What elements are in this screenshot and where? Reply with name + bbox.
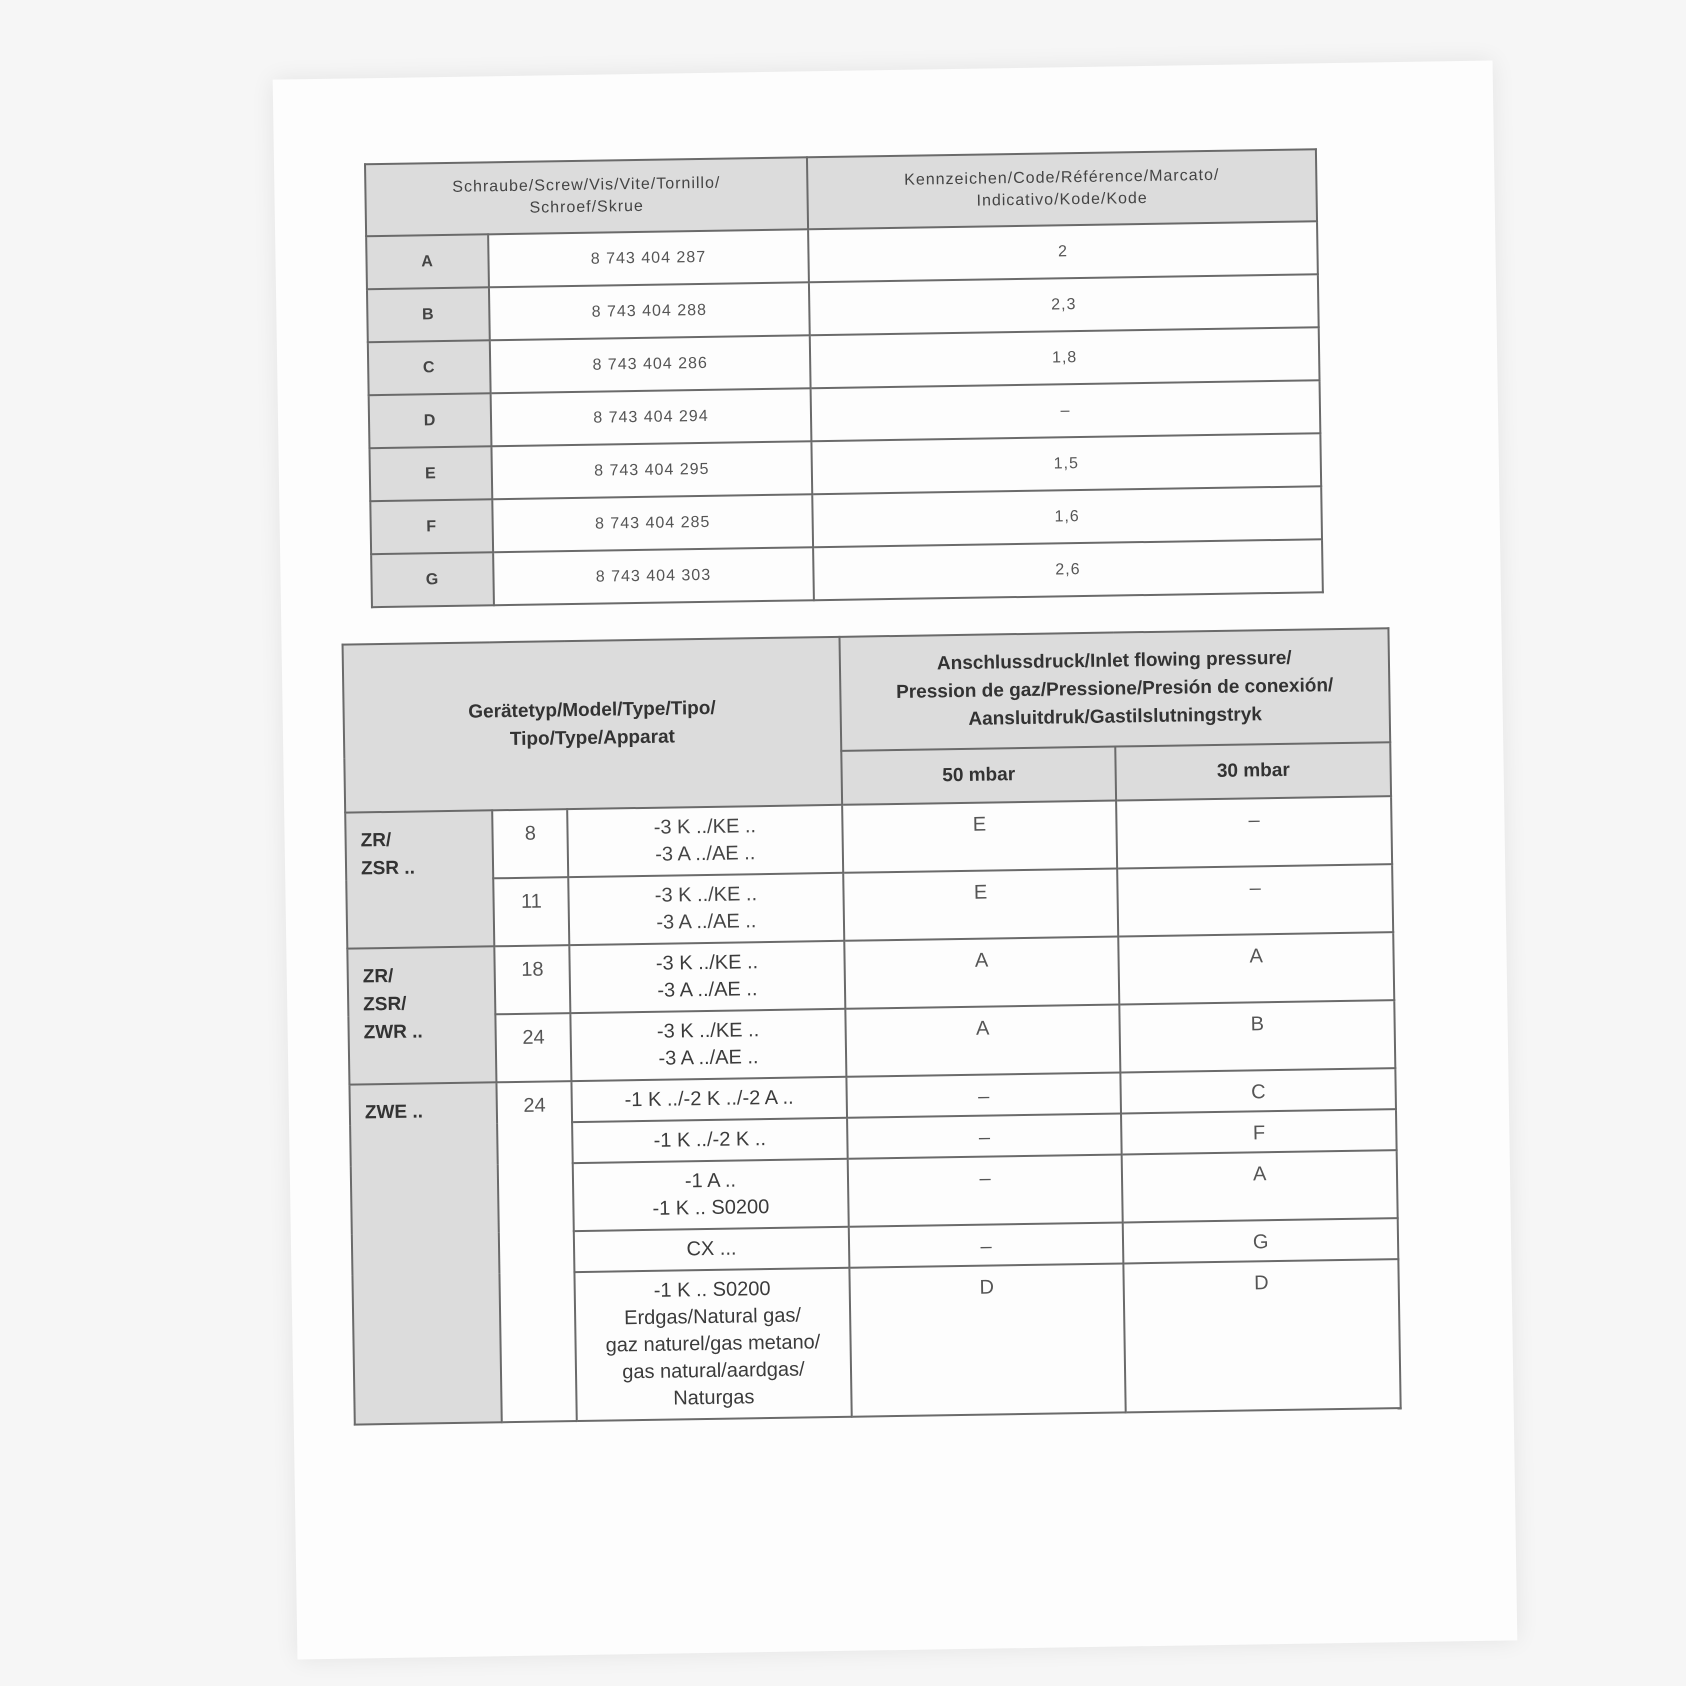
value-50-mbar: A — [844, 936, 1120, 1008]
screw-header: Schraube/Screw/Vis/Vite/Tornillo/ Schroef/Skrue — [365, 157, 808, 236]
part-number: 8 743 404 288 — [489, 282, 810, 340]
variant-cell: -3 K ../KE .. -3 A ../AE .. — [567, 805, 843, 877]
value-50-mbar: E — [842, 801, 1118, 873]
value-50-mbar: D — [849, 1263, 1126, 1416]
size-cell: 24 — [497, 1081, 577, 1422]
pressure-header: Anschlussdruck/Inlet flowing pressure/ Pression de gaz/Pressione/Presión de conexión/ Aansluitdruk/Gastilslutningstryk — [839, 628, 1390, 751]
part-number: 8 743 404 285 — [492, 494, 813, 552]
col-50-mbar: 50 mbar — [841, 747, 1116, 805]
value-30-mbar: – — [1116, 796, 1392, 868]
variant-cell: -3 K ../KE .. -3 A ../AE .. — [568, 873, 844, 945]
printed-sheet — [273, 61, 1518, 1660]
screw-code: 2 — [808, 221, 1318, 282]
group-zr-zsr: ZR/ ZSR .. — [345, 810, 495, 948]
size-cell: 18 — [495, 945, 571, 1014]
value-30-mbar: G — [1123, 1218, 1398, 1263]
screw-table — [364, 148, 1324, 608]
variant-cell: -3 K ../KE .. -3 A ../AE .. — [569, 941, 845, 1013]
size-cell: 24 — [496, 1013, 572, 1082]
screw-letter: C — [368, 340, 491, 395]
col-30-mbar: 30 mbar — [1116, 742, 1391, 800]
size-cell: 8 — [493, 809, 569, 878]
screw-code: 1,8 — [810, 327, 1320, 388]
variant-cell: -1 A .. -1 K .. S0200 — [573, 1159, 849, 1231]
part-number: 8 743 404 286 — [490, 335, 811, 393]
value-50-mbar: E — [843, 869, 1119, 941]
screw-letter: E — [369, 446, 492, 501]
model-pressure-table — [342, 627, 1402, 1425]
part-number: 8 743 404 303 — [493, 547, 814, 605]
value-50-mbar: – — [847, 1154, 1123, 1226]
variant-cell: CX ... — [574, 1227, 849, 1272]
code-header: Kennzeichen/Code/Référence/Marcato/ Indicativo/Kode/Kode — [807, 149, 1317, 229]
model-header: Gerätetyp/Model/Type/Tipo/ Tipo/Type/Apparat — [343, 637, 842, 813]
part-number: 8 743 404 287 — [488, 229, 809, 287]
size-cell: 11 — [494, 877, 570, 946]
variant-cell: -1 K .. S0200 Erdgas/Natural gas/ gaz naturel/gas metano/ gas natural/aardgas/ Naturgas — [575, 1268, 852, 1421]
screw-letter: F — [370, 499, 493, 554]
screw-code: 2,6 — [813, 539, 1323, 600]
screw-code: – — [811, 380, 1321, 441]
value-30-mbar: D — [1124, 1259, 1401, 1412]
variant-cell: -1 K ../-2 K .. — [572, 1118, 847, 1163]
part-number: 8 743 404 295 — [491, 441, 812, 499]
value-30-mbar: A — [1122, 1150, 1398, 1222]
value-50-mbar: A — [845, 1004, 1121, 1076]
value-30-mbar: A — [1119, 932, 1395, 1004]
group-zwe: ZWE .. — [349, 1082, 502, 1424]
value-50-mbar: – — [846, 1072, 1121, 1117]
value-30-mbar: B — [1120, 1000, 1396, 1072]
value-50-mbar: – — [847, 1113, 1122, 1158]
screw-letter: D — [369, 393, 492, 448]
value-30-mbar: – — [1118, 864, 1394, 936]
screw-code: 1,6 — [812, 486, 1322, 547]
part-number: 8 743 404 294 — [491, 388, 812, 446]
screw-code: 2,3 — [809, 274, 1319, 335]
value-30-mbar: F — [1121, 1109, 1396, 1154]
screw-letter: G — [371, 552, 494, 607]
screw-letter: A — [366, 234, 489, 289]
variant-cell: -1 K ../-2 K ../-2 A .. — [572, 1077, 847, 1122]
screw-letter: B — [367, 287, 490, 342]
screw-code: 1,5 — [811, 433, 1321, 494]
value-30-mbar: C — [1121, 1068, 1396, 1113]
group-zr-zsr-zwr: ZR/ ZSR/ ZWR .. — [347, 946, 497, 1084]
variant-cell: -3 K ../KE .. -3 A ../AE .. — [570, 1009, 846, 1081]
value-50-mbar: – — [848, 1222, 1123, 1267]
